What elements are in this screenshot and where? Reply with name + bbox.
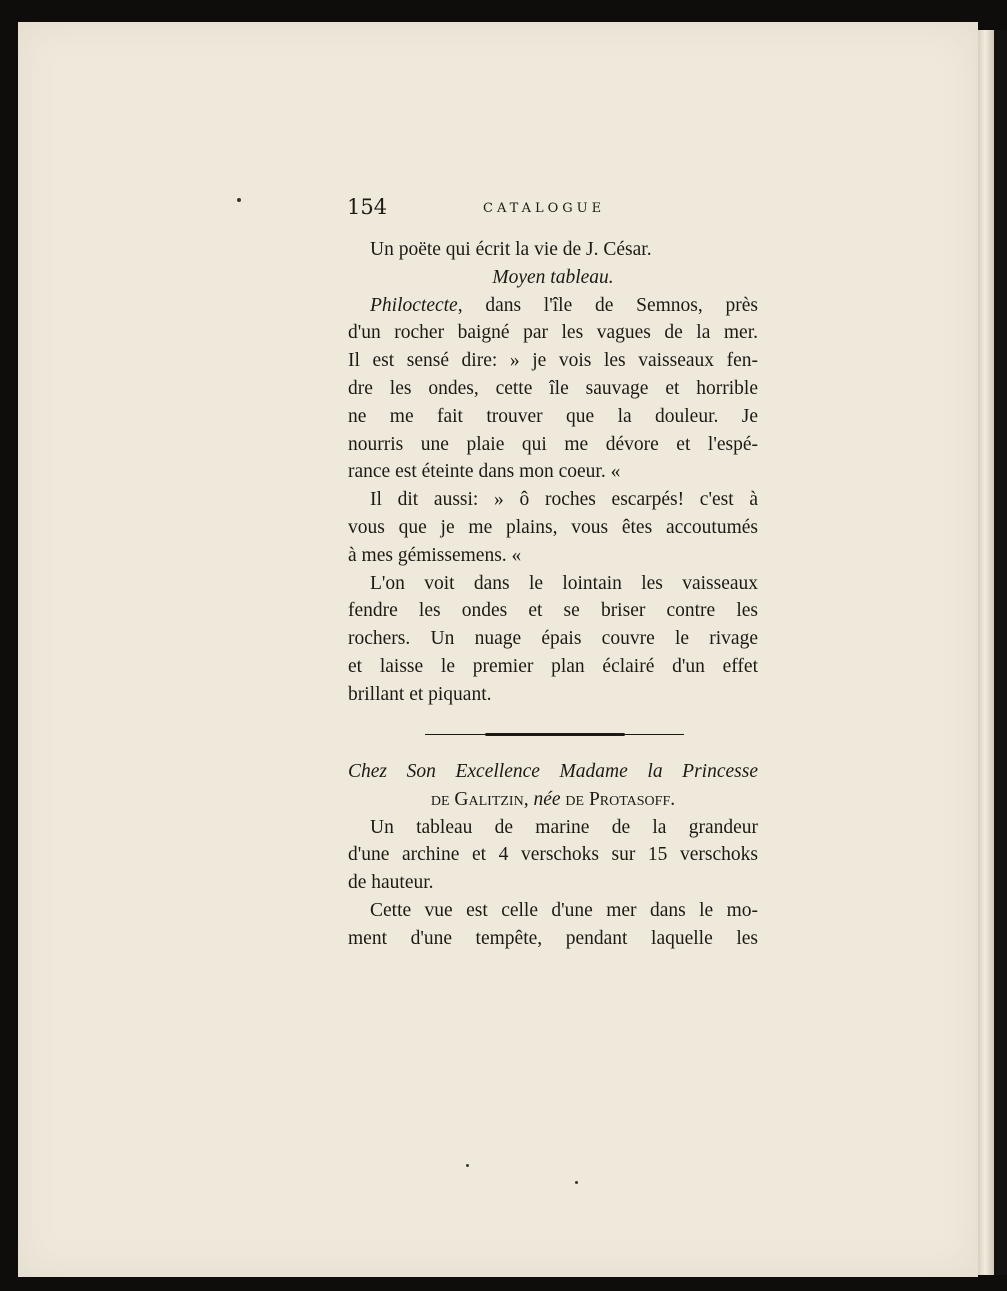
page-number: 154 (347, 195, 388, 219)
speck (237, 198, 241, 202)
text-line: L'on voit dans le lointain les vaisseaux (370, 572, 758, 594)
text-line: Un tableau de marine de la grandeur (370, 816, 758, 838)
heading-name-galitzin: Galitzin (454, 788, 524, 810)
running-header (347, 195, 627, 225)
section-divider-rule (425, 733, 684, 737)
text-line: dre les ondes, cette île sauvage et horrible (348, 377, 758, 399)
title-philoctecte: Philoctecte (370, 294, 458, 316)
subtitle-moyen-tableau: Moyen tableau. (492, 266, 614, 288)
text-line: d'un rocher baigné par les vagues de la mer. (348, 322, 758, 344)
heading-nee: née (533, 788, 561, 810)
text-line: nourris une plaie qui me dévore et l'espé- (348, 433, 758, 455)
text-line: et laisse le premier plan éclairé d'un effet (348, 655, 758, 677)
text-line: Cette vue est celle d'une mer dans le mo- (370, 899, 758, 921)
text-line: à mes gémissemens. « (348, 544, 522, 566)
running-title: CATALOGUE (483, 201, 606, 216)
speck (575, 1181, 578, 1184)
text-line: ne me fait trouver que la douleur. Je (348, 405, 758, 427)
text-line: d'une archine et 4 verschoks sur 15 verschoks (348, 844, 758, 866)
text-line: brillant et piquant. (348, 683, 492, 705)
book-spine (994, 30, 1007, 1275)
text-line: vous que je me plains, vous êtes accoutumés (348, 516, 758, 538)
speck (466, 1164, 469, 1167)
section-galitzin (348, 758, 758, 953)
heading-name-protasoff: Protasoff. (588, 788, 676, 810)
section-poet-philoctetes (348, 236, 758, 709)
divider-thick-line (485, 733, 625, 736)
text-line (348, 292, 758, 320)
text-line: Il dit aussi: » ô roches escarpés! c'est à (370, 489, 758, 511)
text-line: rochers. Un nuage épais couvre le rivage (348, 628, 758, 650)
text-line: ment d'une tempête, pendant laquelle les (348, 927, 758, 949)
text-fragment: , dans l'île de Semnos, près (457, 294, 758, 316)
text-line: de hauteur. (348, 872, 434, 894)
heading-de: de (560, 788, 589, 810)
heading-comma: , (523, 788, 534, 810)
section-heading-names (348, 786, 758, 814)
section-heading: Chez Son Excellence Madame la Princesse (348, 761, 758, 782)
text-line: Un poëte qui écrit la vie de J. César. (370, 239, 652, 260)
page-edge (978, 30, 994, 1275)
heading-de: de (430, 788, 455, 810)
text-line: Il est sensé dire: » je vois les vaisseaux fen- (348, 350, 758, 372)
text-line: rance est éteinte dans mon coeur. « (348, 461, 621, 483)
text-line: fendre les ondes et se briser contre les (348, 600, 758, 622)
